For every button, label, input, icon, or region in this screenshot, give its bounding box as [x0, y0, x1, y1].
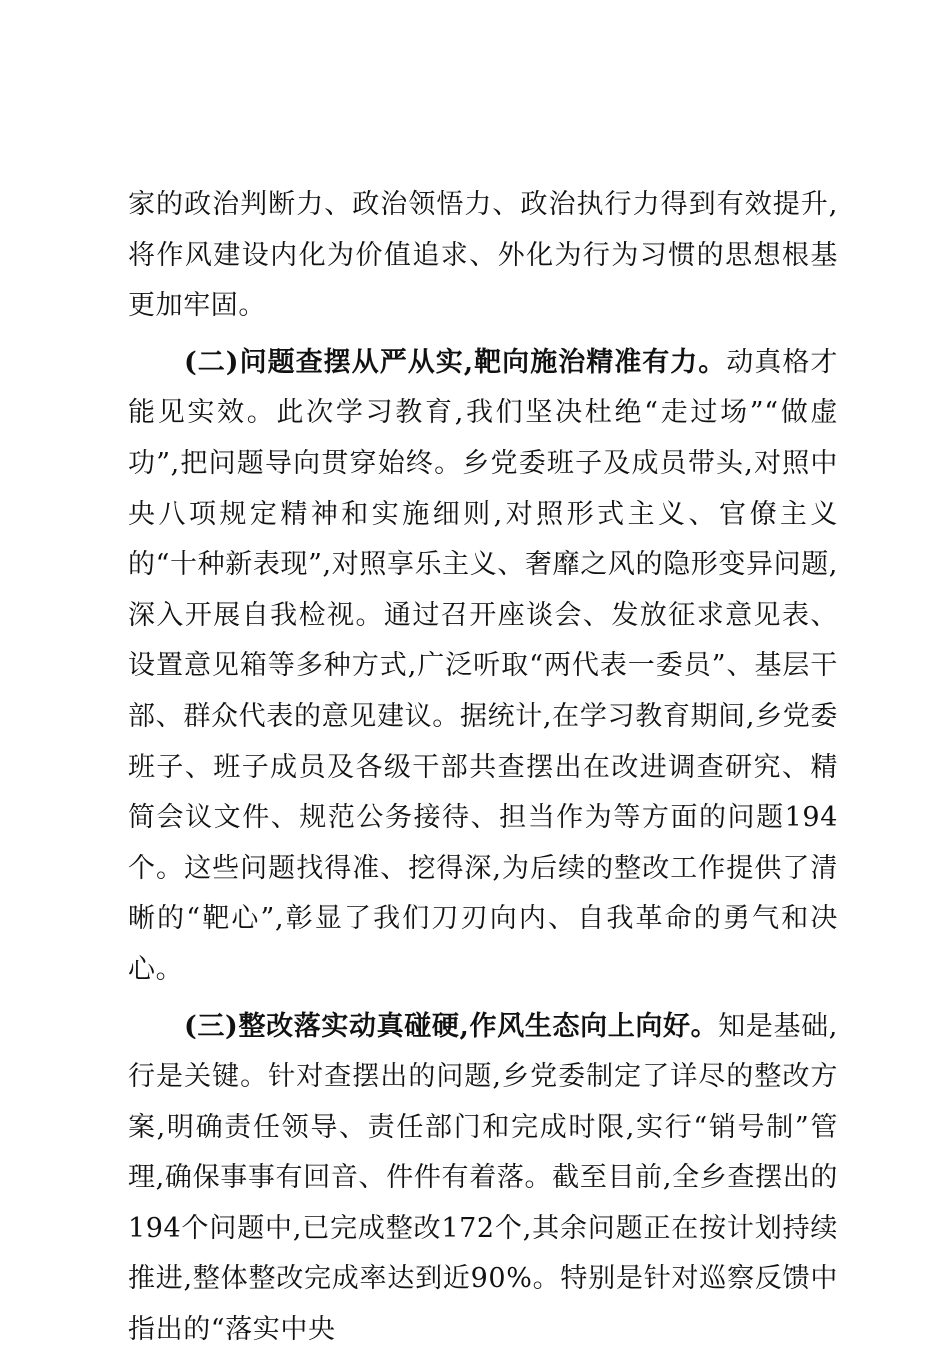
paragraph-text: 知是基础,行是关键。针对查摆出的问题,乡党委制定了详尽的整改方案,明确责任领导、责任部门和完成时限,实行“销号制”管理,确保事事有回音、件件有着落。截至目前,全乡查摆出的194个问题中,已完成整改172个,其余问题正在按计划持续推进,整体整改完成率达到近90%。特别是针对巡察反馈中指出的“落实中央: [128, 1010, 838, 1346]
paragraph-continuation: [128, 180, 838, 332]
paragraph-rectification: [128, 1002, 838, 1356]
section-heading-2: (二)问题查摆从严从实,靶向施治精准有力。: [184, 346, 727, 378]
paragraph-problem-identification: [128, 338, 838, 996]
paragraph-text: 家的政治判断力、政治领悟力、政治执行力得到有效提升,将作风建设内化为价值追求、外化为行为习惯的思想根基更加牢固。: [128, 189, 838, 322]
paragraph-text: 动真格才能见实效。此次学习教育,我们坚决杜绝“走过场”“做虚功”,把问题导向贯穿始终。乡党委班子及成员带头,对照中央八项规定精神和实施细则,对照形式主义、官僚主义的“十种新表现”,对照享乐主义、奢靡之风的隐形变异问题,深入开展自我检视。通过召开座谈会、发放征求意见表、设置意见箱等多种方式,广泛听取“两代表一委员”、基层干部、群众代表的意见建议。据统计,在学习教育期间,乡党委班子、班子成员及各级干部共查摆出在改进调查研究、精简会议文件、规范公务接待、担当作为等方面的问题194个。这些问题找得准、挖得深,为后续的整改工作提供了清晰的“靶心”,彰显了我们刀刃向内、自我革命的勇气和决心。: [128, 346, 838, 985]
document-body: [128, 180, 838, 1356]
section-heading-3: (三)整改落实动真碰硬,作风生态向上向好。: [184, 1010, 719, 1042]
